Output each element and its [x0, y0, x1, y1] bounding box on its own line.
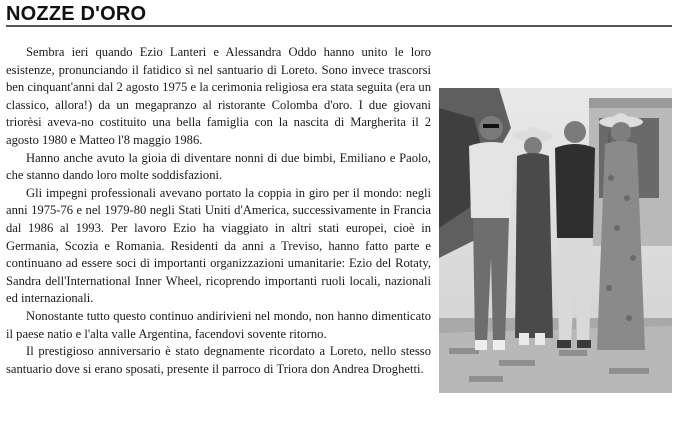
family-photo: [439, 88, 672, 393]
article-headline: NOZZE D'ORO: [6, 3, 147, 25]
paragraph-1: Sembra ieri quando Ezio Lanteri e Alessandra Oddo hanno unito le loro esistenze, pronunciando il fatidico sì nel santuario di Loreto. Sono invece trascorsi ben cinquant'anni dal 2 agosto 1975 e la cerimonia religiosa era stata seguita (era un classico, allora!) da un megapranzo al ristorante Colomba d'oro. I due giovani triorèsi aveva-no costituito una bella famiglia con la nascita di Margherita il 2 agosto 1980 e Matteo l'8 maggio 1986.: [6, 45, 431, 147]
paragraph-3: Gli impegni professionali avevano portato la coppia in giro per il mondo: negli anni 1975-76 e nel 1979-80 negli Stati Uniti d'America, successivamente in Francia dal 1986 al 1993. Per lavoro Ezio ha viaggiato in altri stati europei, cioè in Germania, Scozia e Romania. Residenti da anni a Treviso, hanno fatto parte e continuano ad essere soci di importanti organizzazioni umanitarie: Ezio del Rotaty, Sandra dell'International Inner Wheel, ricoprendo importanti ruoli locali, nazionali ed internazionali.: [6, 185, 431, 306]
paragraph-5: Il prestigioso anniversario è stato degnamente ricordato a Loreto, nello stesso santuario dove si erano sposati, presente il parroco di Triora don Andrea Droghetti.: [6, 344, 431, 376]
paragraph-2: Hanno anche avuto la gioia di diventare nonni di due bimbi, Emiliano e Paolo, che stanno dando loro molte soddisfazioni.: [6, 150, 431, 183]
paragraph-4: Nonostante tutto questo continuo andirivieni nel mondo, non hanno dimenticato il paese natio e l'alta valle Argentina, facendovi sovente ritorno.: [6, 308, 431, 341]
article-body: [6, 44, 672, 393]
headline-rule: [6, 25, 672, 27]
